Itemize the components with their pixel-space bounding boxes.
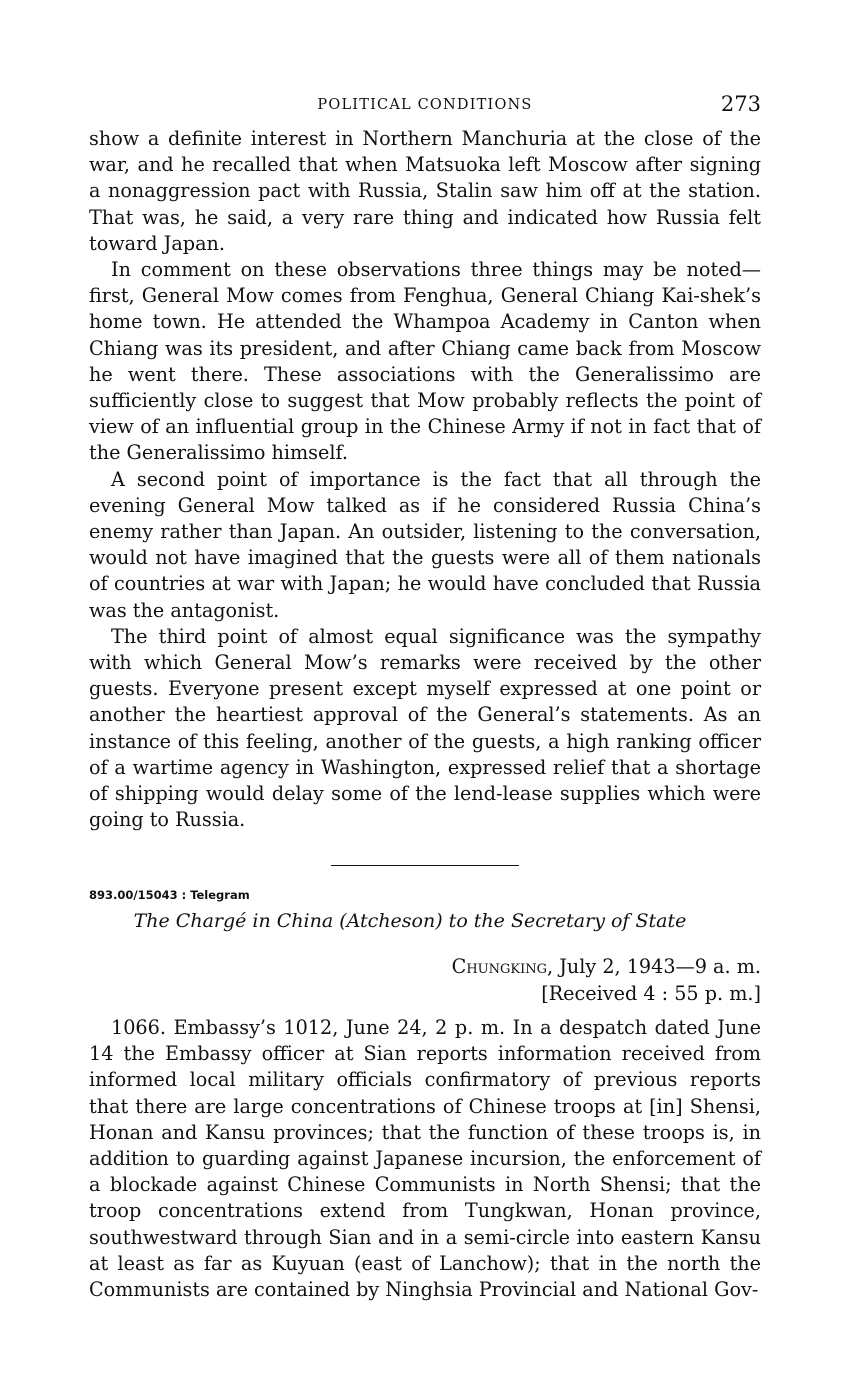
telegram-body: [89, 1015, 761, 1303]
file-reference: 893.00/15043 : Telegram: [89, 888, 250, 903]
dateline-received: [Received 4 : 55 p. m.]: [541, 981, 761, 1005]
paragraph-second-point: A second point of importance is the fact that all through the evening General Mow talked as if he considered Russia China’s enemy rather than Japan. An outsider, listening to the conversation, would not have imagined that the guests were all of them nationals of countries at war with Japan; he would have concluded that Russia was the antagonist.: [89, 467, 761, 622]
section-divider: [331, 865, 519, 866]
body-text: [89, 126, 761, 833]
document-page: [89, 92, 761, 1303]
document-title: The Chargé in China (Atcheson) to the Secretary of State: [133, 910, 687, 933]
running-title: POLITICAL CONDITIONS: [317, 97, 533, 113]
running-header: [89, 92, 761, 126]
dateline: [89, 954, 761, 1006]
telegram-paragraph: 1066. Embassy’s 1012, June 24, 2 p. m. In a despatch dated June 14 the Embassy officer at Sian reports information received from informed local military officials confirmatory of previous reports that there are large concentrations of Chinese troops at [in] Shensi, Honan and Kansu provinces; that the function of these troops is, in addition to guarding against Japanese incursion, the enforcement of a blockade against Chinese Communists in North Shensi; that the troop concentrations extend from Tungkwan, Honan province, southwestward through Sian and in a semi-circle into eastern Kansu at least as far as Kuyuan (east of Lanchow); that in the north the Communists are contained by Ninghsia Provincial and National Gov-: [89, 1015, 761, 1301]
dateline-sent: [89, 954, 761, 980]
page-number: 273: [720, 92, 761, 116]
dateline-date: , July 2, 1943—9 a. m.: [547, 955, 761, 979]
dateline-place: Chungking: [451, 955, 547, 979]
paragraph-continued: show a definite interest in Northern Manchuria at the close of the war, and he recalled that when Matsuoka left Moscow after signing a nonaggression pact with Russia, Stalin saw him off at the station. That was, he said, a very rare thing and indicated how Russia felt toward Japan.: [89, 127, 761, 255]
paragraph-third-point: The third point of almost equal significance was the sympathy with which General Mow’s remarks were received by the other guests. Everyone present except myself expressed at one point or another the heartiest approval of the General’s statements. As an instance of this feeling, another of the guests, a high ranking officer of a wartime agency in Washington, expressed relief that a shortage of shipping would delay some of the lend-lease supplies which were going to Russia.: [89, 624, 761, 832]
paragraph-first-point: In comment on these observations three things may be noted—first, General Mow comes from Fenghua, General Chiang Kai-shek’s home town. He attended the Whampoa Academy in Canton when Chiang was its president, and after Chiang came back from Moscow he went there. These associations with the Generalissimo are sufficiently close to suggest that Mow probably reflects the point of view of an influential group in the Chinese Army if not in fact that of the Generalissimo himself.: [89, 258, 761, 465]
